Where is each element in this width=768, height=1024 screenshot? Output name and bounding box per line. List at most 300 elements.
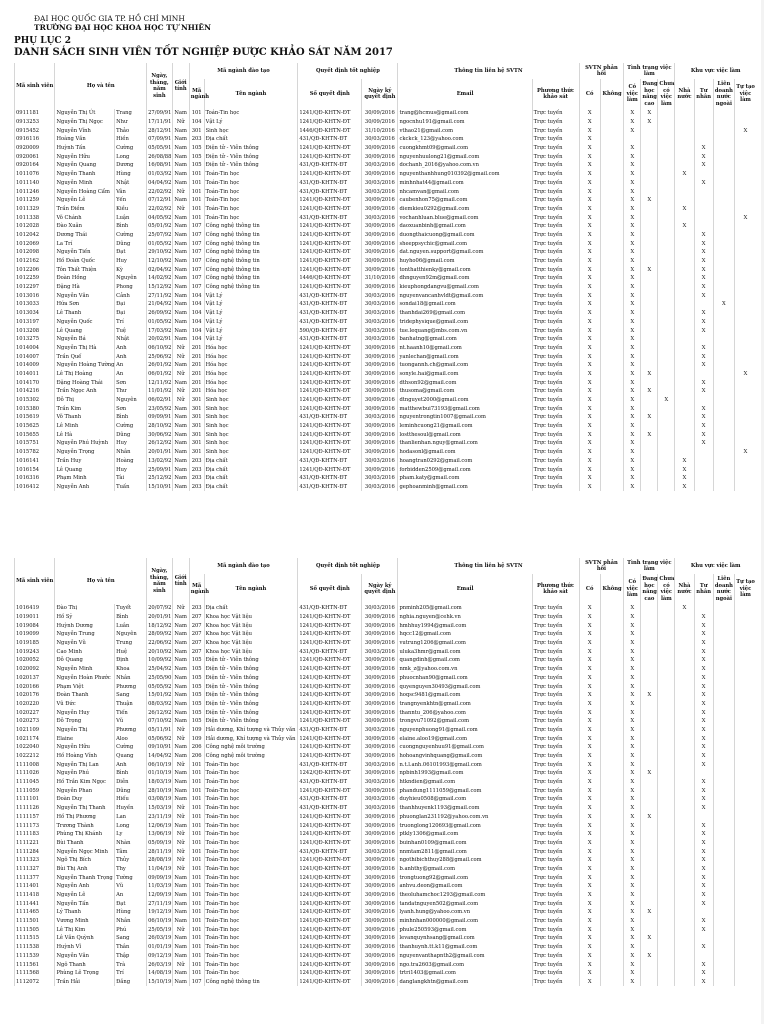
cell-self-employed (735, 404, 756, 413)
cell-email[interactable]: hoangtran0292@gmail.com (398, 457, 532, 466)
cell-decision-date: 30/03/2016 (362, 213, 398, 222)
cell-email[interactable]: anhvu.deon@gmail.com (398, 882, 532, 891)
cell-private-sector: X (694, 361, 713, 370)
table-body-page-2 (15, 604, 757, 986)
viewer-scrollbar[interactable] (761, 0, 764, 1024)
cell-survey-method: Trực tuyến (532, 891, 579, 900)
cell-email[interactable]: cuongnguyenhuu91@gmail.com (398, 743, 532, 752)
cell-email[interactable]: kieuphongdangvu@gmail.com (398, 283, 532, 292)
cell-decision-number: 1241/QĐ-KHTN-ĐT (298, 978, 362, 987)
cell-survey-method: Trực tuyến (532, 248, 579, 257)
cell-private-sector: X (694, 717, 713, 726)
cell-surname: Hồ Trần Kim Ngọc (55, 778, 115, 787)
cell-joint-venture (713, 778, 734, 787)
cell-student-id: 1111539 (15, 952, 55, 961)
cell-employed: X (624, 630, 641, 639)
cell-email[interactable]: forbidden2509@gmail.com (398, 465, 532, 474)
cell-response-yes: X (579, 925, 600, 934)
cell-email[interactable]: duongthaicuong@gmail.com (398, 231, 532, 240)
cell-major-name: Hóa học (204, 378, 298, 387)
cell-email[interactable]: phandung1111059@gmail.com (398, 786, 532, 795)
cell-studying: X (641, 387, 658, 396)
cell-student-id: 1014004 (15, 344, 55, 353)
cell-state-sector (675, 769, 694, 778)
cell-given-name: Tiến (115, 708, 147, 717)
table-row (15, 465, 757, 474)
cell-email[interactable]: daoxuanbinh@gmail.com (398, 222, 532, 231)
cell-email[interactable]: trangnyenkhtn@gmail.com (398, 700, 532, 709)
cell-studying (641, 839, 658, 848)
cell-gender: Nam (172, 135, 189, 144)
cell-email[interactable]: lostthesoul@gmail.com (398, 430, 532, 439)
cell-birth-date: 09/10/91 (148, 744, 172, 751)
table-row (15, 205, 757, 214)
cell-email[interactable]: thanntu_206@yahoo.com (398, 708, 532, 717)
cell-decision-number: 1241/QĐ-KHTN-ĐT (298, 873, 362, 882)
cell-response-no (600, 378, 623, 387)
cell-major-name: Sinh học (204, 396, 298, 405)
cell-email[interactable]: tonthatthienky@gmail.com (398, 265, 532, 274)
cell-email[interactable]: nguyenvanthapnth2@gmail.com (398, 952, 532, 961)
table-row (15, 274, 757, 283)
cell-unemployed (658, 847, 675, 856)
cell-surname: Hồ Thị Phương (55, 813, 115, 822)
cell-email[interactable]: caubenhon75@gmail.com (398, 196, 532, 205)
cell-response-no (600, 743, 623, 752)
cell-major-name: Điện tử - Viễn thông (204, 161, 298, 170)
cell-birth-date: 22/02/92 (148, 188, 172, 195)
cell-major-name: Địa chất (204, 135, 298, 144)
cell-email[interactable]: tandatnguyen502@gmail.com (398, 899, 532, 908)
cell-email[interactable]: buinhan0109@gmail.com (398, 839, 532, 848)
cell-response-yes: X (579, 474, 600, 483)
cell-email[interactable]: ngocnhu191@gmail.com (398, 118, 532, 127)
cell-email[interactable]: gephoanminh@gmail.com (398, 483, 532, 492)
cell-surname: Vương Minh (55, 917, 115, 926)
cell-self-employed (735, 344, 756, 353)
cell-email[interactable]: nguyenthanhhung010392@gmail.com (398, 170, 532, 179)
table-row (15, 474, 757, 483)
cell-private-sector (694, 109, 713, 118)
cell-email[interactable]: ngo.tra2603@gmail.com (398, 960, 532, 969)
cell-email[interactable]: duyhieu0508@gmail.com (398, 795, 532, 804)
cell-email[interactable]: nghia.nguyen@cehk.vn (398, 613, 532, 622)
cell-employed: X (624, 847, 641, 856)
cell-email[interactable]: hoqsc9481@gmail.com (398, 691, 532, 700)
cell-birth-date: 20/01/91 (148, 449, 172, 456)
cell-email[interactable]: trongtuong92@gmail.com (398, 873, 532, 882)
cell-given-name: Long (115, 821, 147, 830)
cell-decision-number: 1241/QĐ-KHTN-ĐT (298, 917, 362, 926)
cell-email[interactable]: lyanh.hung@yahoo.com.vn (398, 908, 532, 917)
cell-self-employed (735, 821, 756, 830)
cell-unemployed (658, 422, 675, 431)
cell-private-sector: X (694, 352, 713, 361)
cell-email[interactable]: ckckck_123@yahoo.com (398, 135, 532, 144)
cell-email[interactable]: thanhhuyenk1193@gmail.com (398, 804, 532, 813)
cell-joint-venture (713, 439, 734, 448)
cell-birth-date: 03/08/19 (148, 796, 172, 803)
cell-survey-method: Trực tuyến (532, 778, 579, 787)
cell-email[interactable]: dochanh_2016@yahoo.com.vn (398, 161, 532, 170)
cell-employed: X (624, 335, 641, 344)
cell-given-name: Hiền (115, 135, 147, 144)
cell-employed: X (624, 422, 641, 431)
cell-decision-number: 1241/QĐ-KHTN-ĐT (298, 665, 362, 674)
cell-unemployed (658, 474, 675, 483)
cell-gender: Nữ (172, 396, 189, 405)
cell-given-name: Trà (115, 960, 147, 969)
cell-unemployed (658, 839, 675, 848)
cell-email[interactable]: minhnhan000000@gmail.com (398, 917, 532, 926)
cell-birth-date: 23/11/19 (148, 813, 172, 820)
cell-studying (641, 656, 658, 665)
cell-unemployed (658, 674, 675, 683)
cell-given-name: Đạt (115, 899, 147, 908)
cell-state-sector (675, 978, 694, 987)
cell-email[interactable]: phule250593@gmail.com (398, 925, 532, 934)
cell-decision-date: 30/09/2016 (362, 734, 398, 743)
cell-birth-date: 01/01/19 (148, 944, 172, 951)
cell-response-no (600, 179, 623, 188)
cell-major-code: 101 (189, 960, 204, 969)
cell-major-code: 207 (189, 621, 204, 630)
cell-major-code: 101 (189, 109, 204, 118)
cell-gender: Nam (172, 448, 189, 457)
cell-email[interactable]: b.anhthy@gmail.com (398, 865, 532, 874)
cell-email[interactable]: ngothibichthuy288@gmail.com (398, 856, 532, 865)
cell-decision-number: 431/QĐ-KHTN-ĐT (298, 318, 362, 327)
cell-major-code: 101 (189, 952, 204, 961)
cell-self-employed (735, 239, 756, 248)
cell-gender: Nam (172, 179, 189, 188)
cell-birth-date: 05/05/92 (148, 683, 172, 690)
cell-birth-date: 15/10/91 (148, 483, 172, 490)
cell-studying (641, 943, 658, 952)
cell-survey-method: Trực tuyến (532, 109, 579, 118)
cell-gender: Nam (172, 170, 189, 179)
cell-email[interactable]: nguyentrongtin1007@gmail.com (398, 413, 532, 422)
cell-private-sector: X (694, 917, 713, 926)
cell-state-sector (675, 248, 694, 257)
cell-birth-date: 12/11/92 (148, 379, 172, 386)
cell-given-name: Đạt (115, 248, 147, 257)
cell-major-name: Toán-Tin học (204, 170, 298, 179)
cell-decision-number: 1241/QĐ-KHTN-ĐT (298, 283, 362, 292)
cell-employed: X (624, 474, 641, 483)
cell-given-name: Nhân (115, 448, 147, 457)
cell-student-id: 1111101 (15, 795, 55, 804)
cell-response-no (600, 422, 623, 431)
cell-survey-method: Trực tuyến (532, 170, 579, 179)
cell-major-code: 109 (189, 726, 204, 735)
cell-major-name: Hóa học (204, 361, 298, 370)
cell-email[interactable]: cuongkhmt09@gmail.com (398, 144, 532, 153)
cell-email[interactable]: hqcc12@gmail.com (398, 630, 532, 639)
cell-major-name: Toán-Tin học (204, 839, 298, 848)
cell-unemployed (658, 639, 675, 648)
cell-major-name: Công nghệ thông tin (204, 231, 298, 240)
cell-birth-date: 22/02/92 (148, 205, 172, 212)
cell-email[interactable]: tuongannh.ch@gmail.com (398, 361, 532, 370)
cell-given-name: Nhật (115, 179, 147, 188)
cell-decision-date: 30/03/2016 (362, 483, 398, 492)
cell-surname: Nguyễn Vĩnh (55, 126, 115, 135)
cell-survey-method: Trực tuyến (532, 430, 579, 439)
table-row (15, 769, 757, 778)
cell-email[interactable]: trtri1403@gmail.com (398, 969, 532, 978)
cell-employed: X (624, 309, 641, 318)
cell-email[interactable]: phuocnhan90@gmail.com (398, 674, 532, 683)
cell-email[interactable]: tridephysique@gmail.com (398, 318, 532, 327)
cell-given-name: Sơn (115, 378, 147, 387)
cell-student-id: 1111157 (15, 813, 55, 822)
cell-email[interactable]: thanhuynh.tt.k11@gmail.com (398, 943, 532, 952)
cell-self-employed (735, 804, 756, 813)
cell-studying: X (641, 430, 658, 439)
cell-surname: Lý Thanh (55, 908, 115, 917)
cell-studying (641, 457, 658, 466)
cell-employed: X (624, 344, 641, 353)
cell-email[interactable]: diemkieu0292@gmail.com (398, 205, 532, 214)
cell-email[interactable]: npbinh1993@gmail.com (398, 769, 532, 778)
cell-birth-date: 06/02/91 (148, 397, 172, 404)
cell-studying (641, 135, 658, 144)
cell-email[interactable]: dat.nguyen.support@gmail.com (398, 248, 532, 257)
cell-email[interactable]: nnmtam2811@gmail.com (398, 847, 532, 856)
cell-self-employed: X (735, 126, 756, 135)
cell-email[interactable]: dthson92@gmail.com (398, 378, 532, 387)
cell-email[interactable]: dtnguyet2000@gmail.com (398, 396, 532, 405)
table-row (15, 743, 757, 752)
cell-unemployed (658, 917, 675, 926)
cell-email[interactable]: quangdinh@gmail.com (398, 656, 532, 665)
cell-state-sector (675, 387, 694, 396)
table-row (15, 187, 757, 196)
cell-response-yes: X (579, 439, 600, 448)
graduate-table-continued (14, 558, 756, 986)
cell-email[interactable]: pnminh205@gmail.com (398, 604, 532, 613)
cell-major-code: 201 (189, 387, 204, 396)
cell-email[interactable]: yanlechan@gmail.com (398, 352, 532, 361)
cell-birth-date: 12/09/19 (148, 892, 172, 899)
cell-response-no (600, 457, 623, 466)
cell-survey-method: Trực tuyến (532, 439, 579, 448)
cell-email[interactable]: thanhdai269@gmail.com (398, 309, 532, 318)
cell-email[interactable]: vthao21@gmail.com (398, 126, 532, 135)
col-unemployed: Chưa có việc làm (658, 79, 675, 109)
cell-decision-date: 30/03/2016 (362, 161, 398, 170)
cell-email[interactable]: leminhcuong21@gmail.com (398, 422, 532, 431)
cell-joint-venture (713, 239, 734, 248)
cell-response-yes: X (579, 899, 600, 908)
cell-employed: X (624, 257, 641, 266)
cell-employed: X (624, 752, 641, 761)
cell-self-employed (735, 483, 756, 492)
cell-major-name: Toán-Tin học (204, 882, 298, 891)
cell-survey-method: Trực tuyến (532, 483, 579, 492)
cell-email[interactable]: trang@hcmus@gmail.com (398, 109, 532, 118)
cell-given-name: Hùng (115, 170, 147, 179)
cell-unemployed (658, 439, 675, 448)
cell-email[interactable]: dhnguyen92m@gmail.com (398, 274, 532, 283)
cell-survey-method: Trực tuyến (532, 239, 579, 248)
cell-self-employed (735, 196, 756, 205)
cell-email[interactable]: vutrung1206@gmail.com (398, 639, 532, 648)
cell-email[interactable]: uluka3hmr@gmail.com (398, 647, 532, 656)
cell-state-sector (675, 413, 694, 422)
cell-response-no (600, 404, 623, 413)
cell-survey-method: Trực tuyến (532, 752, 579, 761)
cell-employed: X (624, 978, 641, 987)
cell-major-code: 101 (189, 908, 204, 917)
cell-email[interactable]: elaine.aloo19@gmail.com (398, 734, 532, 743)
cell-unemployed (658, 978, 675, 987)
cell-email[interactable]: phuonglan231192@yahoo.com.vn (398, 813, 532, 822)
cell-private-sector (694, 813, 713, 822)
cell-email[interactable]: thanlienhan.nguy@gmail.com (398, 439, 532, 448)
cell-email[interactable]: nguyenhuulong21@gmail.com (398, 152, 532, 161)
cell-email[interactable]: nguyenphuong91@gmail.com (398, 726, 532, 735)
cell-response-no (600, 352, 623, 361)
cell-survey-method: Trực tuyến (532, 396, 579, 405)
cell-email[interactable]: huyho06@gmail.com (398, 257, 532, 266)
cell-self-employed (735, 161, 756, 170)
cell-student-id: 1019185 (15, 639, 55, 648)
cell-gender: Nam (172, 109, 189, 118)
cell-email[interactable]: sheeppsychic@gmail.com (398, 239, 532, 248)
cell-employed: X (624, 291, 641, 300)
cell-email[interactable]: sonyle.hai@gmail.com (398, 370, 532, 379)
cell-email[interactable]: banhatng@gmail.com (398, 335, 532, 344)
cell-email[interactable]: matthewbui73193@gmail.com (398, 404, 532, 413)
cell-response-yes: X (579, 413, 600, 422)
cell-private-sector: X (694, 144, 713, 153)
col-state-sector: Nhà nước (675, 574, 694, 604)
cell-response-no (600, 925, 623, 934)
cell-private-sector: X (694, 613, 713, 622)
cell-email[interactable]: trongvu71092@gmail.com (398, 717, 532, 726)
cell-response-no (600, 682, 623, 691)
cell-email[interactable]: nmk_z@yahoo.com.vn (398, 665, 532, 674)
cell-state-sector (675, 161, 694, 170)
cell-birth-date: 27/09/91 (148, 110, 172, 117)
cell-private-sector: X (694, 665, 713, 674)
org-name-line1: ĐẠI HỌC QUỐC GIA TP. HỒ CHÍ MINH (34, 14, 185, 23)
cell-decision-number: 1241/QĐ-KHTN-ĐT (298, 387, 362, 396)
cell-unemployed (658, 430, 675, 439)
cell-studying (641, 674, 658, 683)
cell-birth-date: 05/05/91 (148, 145, 172, 152)
cell-gender: Nam (172, 413, 189, 422)
cell-email[interactable]: nt.haanh10@gmail.com (398, 344, 532, 353)
cell-email[interactable]: minhnhat44@gmail.com (398, 179, 532, 188)
cell-response-yes: X (579, 700, 600, 709)
cell-studying (641, 361, 658, 370)
cell-email[interactable]: hmhhuy1994@gmail.com (398, 621, 532, 630)
cell-state-sector (675, 439, 694, 448)
cell-state-sector (675, 309, 694, 318)
cell-email[interactable]: tue.lequang@mbs.com.vn (398, 326, 532, 335)
cell-joint-venture (713, 309, 734, 318)
cell-response-yes: X (579, 917, 600, 926)
cell-student-id: 1014011 (15, 370, 55, 379)
cell-major-name: Sinh học (204, 430, 298, 439)
cell-surname: Nguyễn Hoàng Cẩm (55, 187, 115, 196)
cell-email[interactable]: htkndien@gmail.com (398, 778, 532, 787)
cell-birth-date: 28/09/92 (148, 631, 172, 638)
cell-unemployed (658, 743, 675, 752)
cell-birth-date: 18/12/92 (148, 622, 172, 629)
cell-decision-date: 30/03/2016 (362, 179, 398, 188)
cell-birth-date: 28/10/19 (148, 787, 172, 794)
cell-email[interactable]: pham.katy@gmail.com (398, 474, 532, 483)
cell-private-sector: X (694, 621, 713, 630)
cell-email[interactable]: quyenguyen30493@gmail.com (398, 682, 532, 691)
cell-decision-date: 31/10/2016 (362, 274, 398, 283)
cell-joint-venture (713, 213, 734, 222)
cell-email[interactable]: hodasonl@gmail.com (398, 448, 532, 457)
cell-studying (641, 144, 658, 153)
cell-email[interactable]: levanquynhsang@gmail.com (398, 934, 532, 943)
cell-birth-date: 26/12/92 (148, 709, 172, 716)
cell-decision-number: 1241/QĐ-KHTN-ĐT (298, 170, 362, 179)
cell-email[interactable]: thusoma@gmail.com (398, 387, 532, 396)
cell-self-employed (735, 613, 756, 622)
cell-unemployed (658, 882, 675, 891)
cell-state-sector (675, 326, 694, 335)
cell-email[interactable]: hohoangvinhquang@gmail.com (398, 752, 532, 761)
cell-email[interactable]: sondai18@gmail.com (398, 300, 532, 309)
cell-response-yes: X (579, 352, 600, 361)
cell-email[interactable]: danglangkhtn@gmail.com (398, 978, 532, 987)
cell-studying: X (641, 196, 658, 205)
document-page-2 (14, 558, 756, 1024)
cell-email[interactable]: nhcamvan@gmail.com (398, 187, 532, 196)
cell-self-employed (735, 396, 756, 405)
cell-given-name: Ly (115, 830, 147, 839)
cell-major-code: 107 (189, 265, 204, 274)
cell-given-name: Kiều (115, 205, 147, 214)
cell-major-name: Hóa học (204, 344, 298, 353)
cell-joint-venture (713, 361, 734, 370)
cell-decision-date: 30/09/2016 (362, 665, 398, 674)
cell-email[interactable]: ptkly1306@gmail.com (398, 830, 532, 839)
cell-unemployed (658, 873, 675, 882)
cell-response-no (600, 483, 623, 492)
cell-unemployed (658, 118, 675, 127)
cell-decision-number: 1241/QĐ-KHTN-ĐT (298, 352, 362, 361)
cell-decision-number: 1241/QĐ-KHTN-ĐT (298, 370, 362, 379)
cell-email[interactable]: vochanhluan.blue@gmail.com (398, 213, 532, 222)
cell-email[interactable]: n.t.l.anh.06101993@gmail.com (398, 760, 532, 769)
cell-email[interactable]: nguyenvancanhvldt@gmail.com (398, 291, 532, 300)
cell-surname: Dương Thái (55, 231, 115, 240)
cell-major-code: 105 (189, 144, 204, 153)
cell-joint-venture (713, 196, 734, 205)
cell-birth-date: 25/12/92 (148, 475, 172, 482)
cell-major-code: 203 (189, 604, 204, 613)
cell-student-id: 1021174 (15, 734, 55, 743)
cell-email[interactable]: theoluhamchoc1293@gmail.com (398, 891, 532, 900)
cell-email[interactable]: truonglong120693@gmail.com (398, 821, 532, 830)
cell-response-yes: X (579, 161, 600, 170)
cell-state-sector (675, 752, 694, 761)
cell-birth-date: 25/04/92 (148, 666, 172, 673)
cell-surname: Nguyễn Hữu (55, 743, 115, 752)
cell-unemployed (658, 700, 675, 709)
cell-gender: Nam (172, 257, 189, 266)
